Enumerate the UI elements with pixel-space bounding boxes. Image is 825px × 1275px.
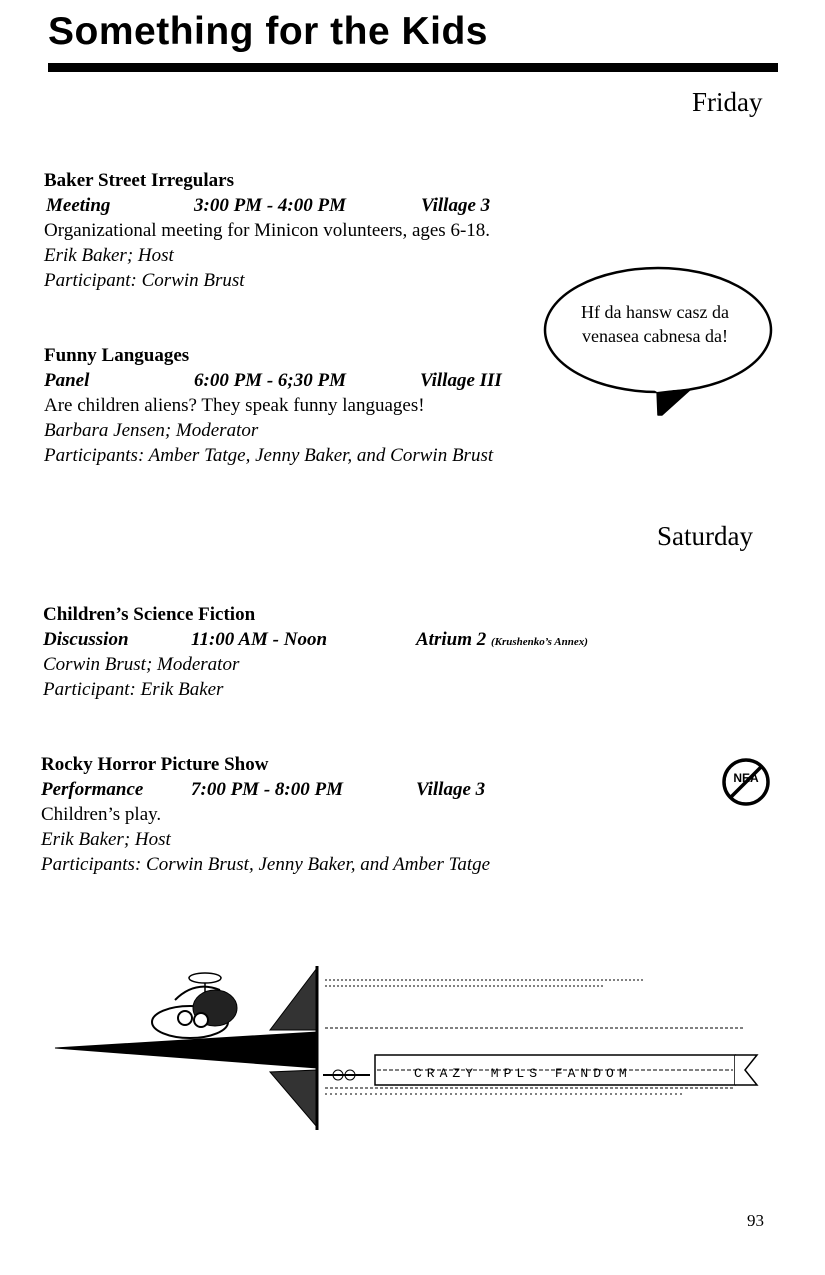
event-time: 7:00 PM - 8:00 PM: [191, 779, 343, 800]
rocket-illustration: [45, 960, 765, 1135]
title-rule: [48, 63, 778, 72]
event-time: 11:00 AM - Noon: [191, 629, 328, 650]
event-participants: Participants: Amber Tatge, Jenny Baker, and Corwin Brust: [44, 445, 494, 466]
event-title: Baker Street Irregulars: [44, 170, 234, 191]
event-type: Discussion: [43, 629, 129, 650]
page-number: 93: [747, 1211, 764, 1230]
speech-bubble-text: [560, 300, 750, 348]
nea-label: NEA: [733, 771, 759, 785]
event-host: Barbara Jensen; Moderator: [44, 420, 259, 441]
event-meta: [44, 193, 644, 218]
event-host: Erik Baker; Host: [41, 829, 171, 850]
event-location-note: (Krushenko’s Annex): [490, 636, 588, 648]
event-time: 3:00 PM - 4:00 PM: [194, 195, 346, 216]
event-description: Are children aliens? They speak funny languages!: [44, 395, 425, 416]
event-location: Village 3: [416, 779, 486, 800]
event-location: Village 3: [421, 195, 491, 216]
event-title: Rocky Horror Picture Show: [41, 754, 269, 775]
day-heading-friday: Friday: [692, 87, 763, 117]
event-title: Children’s Science Fiction: [43, 604, 256, 625]
speech-bubble-line: venasea cabnesa da!: [582, 326, 728, 346]
event-host: Erik Baker; Host: [44, 245, 174, 266]
event-description: Organizational meeting for Minicon volunteers, ages 6-18.: [44, 220, 491, 241]
speech-bubble-line: Hf da hansw casz da: [581, 302, 729, 322]
no-nea-badge: [720, 756, 772, 808]
event-participants: Participant: Corwin Brust: [44, 270, 245, 291]
day-heading-saturday: Saturday: [657, 521, 753, 551]
event-participants: Participant: Erik Baker: [43, 679, 224, 700]
event-location: Village III: [420, 370, 502, 391]
event-childrens-science-fiction: [43, 602, 643, 702]
event-meta: [41, 777, 641, 802]
event-host: Corwin Brust; Moderator: [43, 654, 240, 675]
event-rocky-horror-picture-show: [41, 752, 641, 877]
banner-text: CRAZY MPLS FANDOM: [414, 1066, 632, 1081]
event-description: Children’s play.: [41, 804, 162, 825]
event-participants: Participants: Corwin Brust, Jenny Baker, and Amber Tatge: [41, 854, 491, 875]
event-type: Panel: [44, 370, 90, 391]
event-time: 6:00 PM - 6;30 PM: [194, 370, 346, 391]
event-type: Meeting: [46, 195, 111, 216]
event-type: Performance: [41, 779, 144, 800]
page-title: Something for the Kids: [48, 10, 488, 53]
event-location-name: Atrium 2: [416, 629, 487, 650]
event-meta: [43, 627, 643, 652]
event-title: Funny Languages: [44, 345, 190, 366]
event-location: [416, 627, 588, 655]
